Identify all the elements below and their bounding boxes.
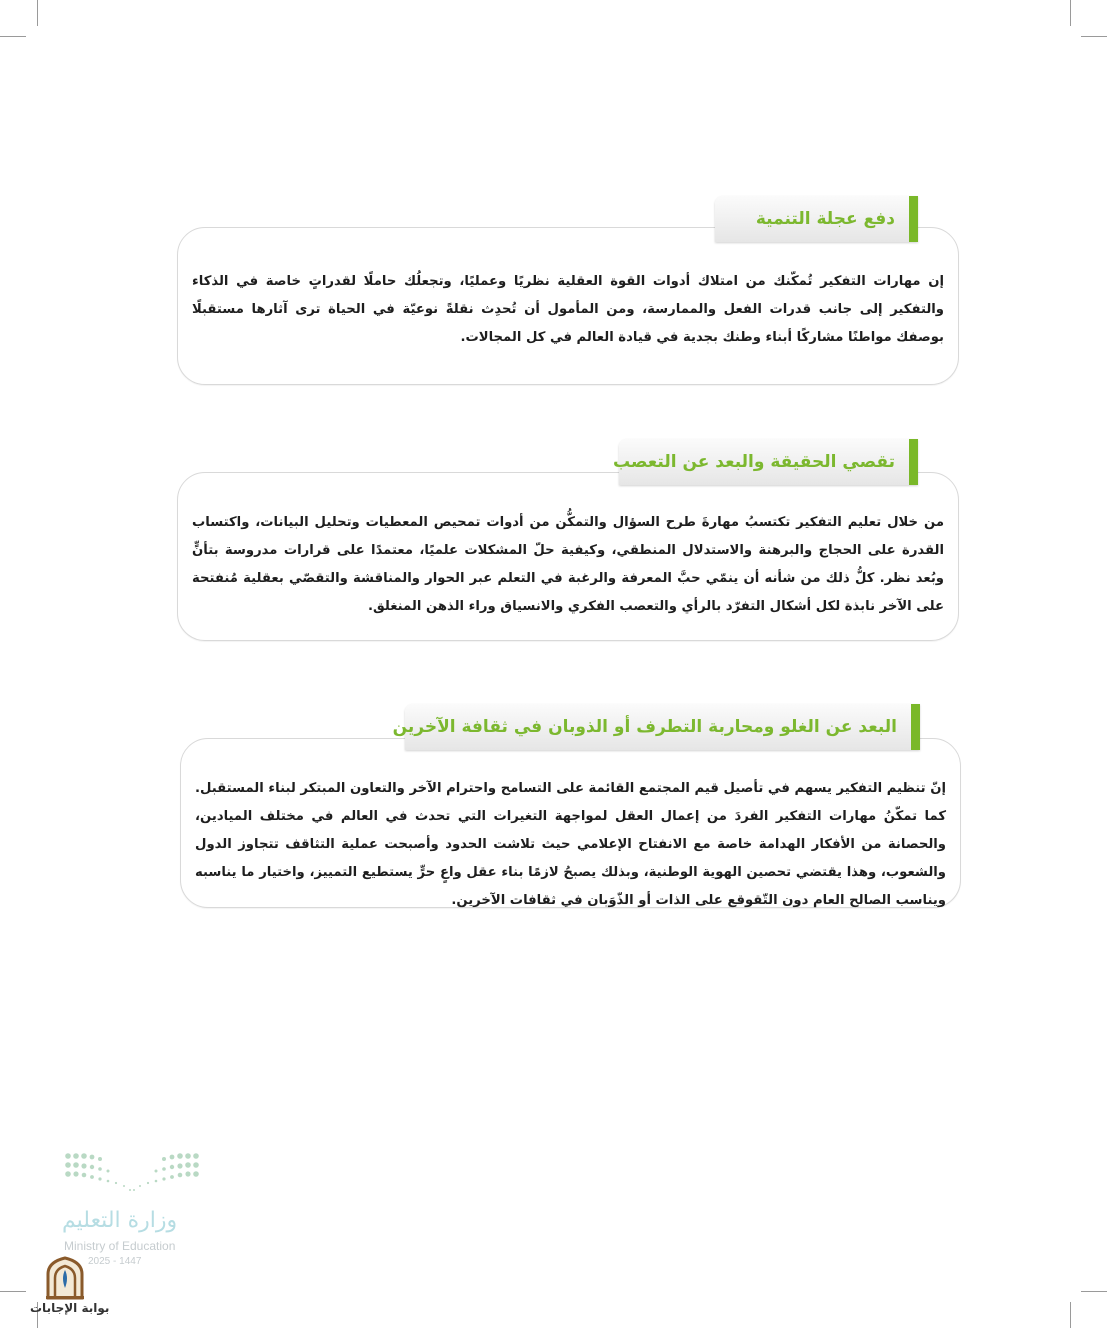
section-paragraph: من خلال تعليم التفكير تكتسبُ مهارةَ طرح السؤال والتمكُّن من أدوات تمحيص المعطيات وتحليل البيانات، واكتساب القدرة على الحجاج والبرهنة والاستدلال المنطقي، وكيفية حلّ المشكلات علميًا، معتمدًا على قرارات مدروسة بتأنٍّ وبُعد نظر. كلُّ ذلك من شأنه أن ينمّي حبَّ المعرفة والرغبة في التعلم عبر الحوار والمناقشة والتقصّي بعقلية مُنفتحة على الآخر نابذة لكل أشكال التفرّد بالرأي والتعصب الفكري والانسياق وراء الذهن المنغلق.: [192, 515, 944, 614]
crop-mark: [37, 0, 38, 26]
section-title: دفع عجلة التنمية: [755, 209, 895, 229]
section-title: البعد عن الغلو ومحاربة التطرف أو الذوبان في ثقافة الآخرين: [392, 717, 897, 737]
crop-mark: [1081, 36, 1107, 37]
ministry-name-english: Ministry of Education: [64, 1239, 176, 1253]
section-text-box: [177, 472, 959, 641]
ministry-dots-icon: [64, 1150, 200, 1196]
section-title-tab: [715, 196, 918, 242]
section-paragraph: إنّ تنظيم التفكير يسهم في تأصيل قيم المجتمع القائمة على التسامح واحترام الآخر والتعاون المبتكر لبناء المستقبل. كما تمكّنُ مهارات التفكير الفردَ من إعمال العقل لمواجهة التغيرات التي تحدث في العالم في مختلف الميادين، والحصانة من الأفكار الهدامة خاصة مع الانفتاح الإعلامي حيث تلاشت الحدود وأصبحت عملية التثاقف تتجاوز الدول والشعوب، وهذا يقتضي تحصين الهوية الوطنية، وبذلك يصبحُ لازمًا بناء عقل واعٍ حرٍّ يستطيع التمييز، واختيار ما يناسبه ويناسب الصالح العام دون التّقوقع على الذات أو الذّوَبان في ثقافات الآخرين.: [195, 781, 946, 908]
section-text-box: [180, 738, 961, 908]
crop-mark: [0, 1291, 26, 1292]
crop-mark: [0, 36, 26, 37]
section-title-tab: [392, 704, 920, 750]
gate-watermark-label: بوابة الإجابات: [30, 1301, 110, 1315]
ministry-name-arabic: وزارة التعليم: [62, 1208, 178, 1233]
gate-logo-icon: [44, 1256, 86, 1300]
section-title-tab: [613, 439, 918, 485]
crop-mark: [1081, 1291, 1107, 1292]
ministry-year: 2025 - 1447: [88, 1256, 142, 1267]
section-paragraph: إن مهارات التفكير تُمكّنك من امتلاك أدوات القوة العقلية نظريًا وعمليًا، وتجعلُك حاملًا لقدراتٍ خاصة في الذكاء والتفكير إلى جانب قدرات الفعل والممارسة، ومن المأمول أن تُحدِث نقلةً نوعيّة في الحياة ترى آثارها مستقبلًا بوصفك مواطنًا مشاركًا أبناء وطنك بجدية في قيادة العالم في كل المجالات.: [192, 274, 944, 345]
section-title: تقصي الحقيقة والبعد عن التعصب: [613, 452, 895, 472]
section-text-box: [177, 227, 959, 385]
crop-mark: [1070, 0, 1071, 26]
crop-mark: [1070, 1302, 1071, 1328]
